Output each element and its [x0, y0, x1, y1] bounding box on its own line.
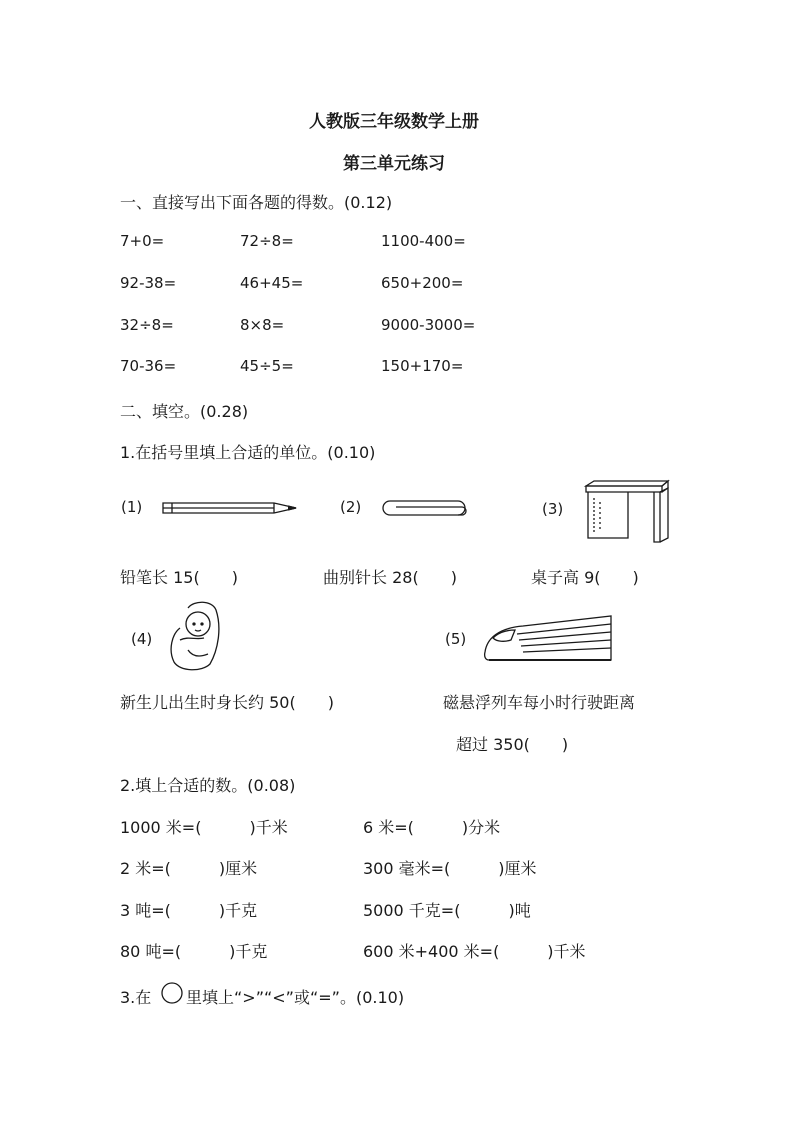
picture-label-1: (1): [121, 498, 143, 516]
calc-item: 72÷8=: [240, 232, 294, 250]
conversion-item: 1000 米=( )千米: [120, 818, 288, 837]
calc-item: 32÷8=: [120, 316, 174, 334]
calc-item: 650+200=: [381, 274, 464, 292]
calc-item: 46+45=: [240, 274, 304, 292]
desk-icon: [584, 480, 670, 544]
maglev-train-icon: [483, 614, 613, 662]
picture-label-2: (2): [340, 498, 362, 516]
paper-clip-icon: [382, 497, 468, 519]
conversion-item: 5000 千克=( )吨: [363, 901, 531, 920]
doc-title: 人教版三年级数学上册: [309, 112, 479, 132]
section1-heading: 一、直接写出下面各题的得数。(0.12): [120, 193, 393, 212]
calc-item: 45÷5=: [240, 357, 294, 375]
desk-height-item: 桌子高 9( ): [531, 568, 639, 587]
picture-label-4: (4): [131, 630, 153, 648]
conversion-item: 300 毫米=( )厘米: [363, 859, 537, 878]
maglev-distance-item-cont: 超过 350( ): [456, 735, 569, 754]
paper-clip-length-item: 曲别针长 28( ): [323, 568, 457, 587]
q2-heading: 2.填上合适的数。(0.08): [120, 776, 296, 795]
conversion-item: 3 吨=( )千克: [120, 901, 258, 920]
q3-prefix: 3.在: [120, 988, 152, 1007]
calc-item: 1100-400=: [381, 232, 466, 250]
baby-icon: [168, 600, 224, 672]
section2-heading: 二、填空。(0.28): [120, 402, 249, 421]
picture-label-3: (3): [542, 500, 564, 518]
conversion-item: 80 吨=( )千克: [120, 942, 268, 961]
pencil-icon: [162, 501, 298, 515]
conversion-item: 6 米=( )分米: [363, 818, 501, 837]
q3-heading: 里填上“>”“<”或“=”。(0.10): [186, 988, 405, 1007]
pencil-length-item: 铅笔长 15( ): [120, 568, 238, 587]
calc-item: 8×8=: [240, 316, 285, 334]
picture-label-5: (5): [445, 630, 467, 648]
calc-item: 7+0=: [120, 232, 165, 250]
doc-subtitle: 第三单元练习: [343, 154, 445, 174]
conversion-item: 2 米=( )厘米: [120, 859, 258, 878]
calc-item: 150+170=: [381, 357, 464, 375]
calc-item: 70-36=: [120, 357, 177, 375]
circle-blank-icon: [161, 982, 183, 1004]
q1-heading: 1.在括号里填上合适的单位。(0.10): [120, 443, 376, 462]
calc-item: 9000-3000=: [381, 316, 476, 334]
calc-item: 92-38=: [120, 274, 177, 292]
newborn-length-item: 新生儿出生时身长约 50( ): [120, 693, 334, 712]
conversion-item: 600 米+400 米=( )千米: [363, 942, 586, 961]
maglev-distance-item: 磁悬浮列车每小时行驶距离: [443, 693, 636, 712]
